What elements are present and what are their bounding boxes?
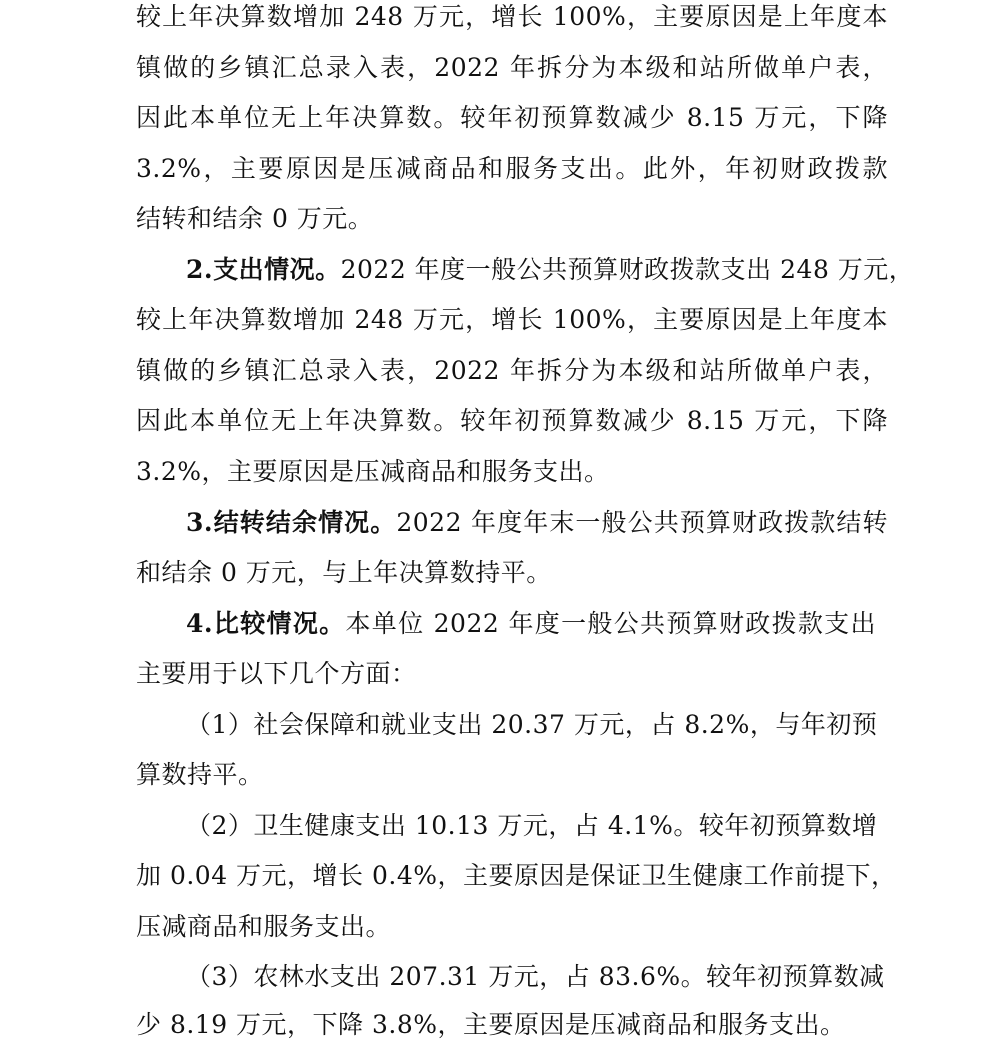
- list-item-line: （2）卫生健康支出 10.13 万元，占 4.1%。较年初预算数增: [186, 811, 878, 840]
- paragraph-line: 结转和结余 0 万元。: [136, 204, 374, 233]
- list-item-line: 算数持平。: [136, 760, 264, 789]
- paragraph-text: 2022 年度一般公共预算财政拨款支出 248 万元，: [340, 255, 915, 284]
- paragraph-line: 镇做的乡镇汇总录入表，2022 年拆分为本级和站所做单户表，: [136, 356, 888, 385]
- paragraph-line: 因此本单位无上年决算数。较年初预算数减少 8.15 万元，下降: [136, 103, 888, 132]
- section-first-line: [186, 253, 915, 287]
- paragraph-line: 较上年决算数增加 248 万元，增长 100%，主要原因是上年度本: [136, 305, 888, 334]
- section-heading-carryover: 3.结转结余情况。: [186, 508, 397, 537]
- list-item-line: 加 0.04 万元，增长 0.4%，主要原因是保证卫生健康工作前提下，: [136, 861, 897, 890]
- section-first-line: [186, 506, 888, 540]
- list-item-line: （3）农林水支出 207.31 万元，占 83.6%。较年初预算数减: [186, 962, 885, 991]
- paragraph-line: 3.2%，主要原因是压减商品和服务支出。: [136, 457, 610, 486]
- list-item-line: 少 8.19 万元，下降 3.8%，主要原因是压减商品和服务支出。: [136, 1010, 846, 1039]
- list-item-line: 压减商品和服务支出。: [136, 912, 392, 941]
- paragraph-text: 2022 年度年末一般公共预算财政拨款结转: [396, 508, 888, 537]
- paragraph-line: 较上年决算数增加 248 万元，增长 100%，主要原因是上年度本: [136, 2, 888, 31]
- paragraph-line: 镇做的乡镇汇总录入表，2022 年拆分为本级和站所做单户表，: [136, 53, 888, 82]
- section-heading-expenditure: 2.支出情况。: [186, 255, 341, 284]
- paragraph-line: 和结余 0 万元，与上年决算数持平。: [136, 558, 552, 587]
- paragraph-text: 本单位 2022 年度一般公共预算财政拨款支出: [345, 609, 876, 638]
- paragraph-line: 3.2%，主要原因是压减商品和服务支出。此外，年初财政拨款: [136, 154, 888, 183]
- section-first-line: [186, 607, 876, 641]
- list-item-line: （1）社会保障和就业支出 20.37 万元，占 8.2%，与年初预: [186, 710, 878, 739]
- paragraph-line: 主要用于以下几个方面：: [136, 659, 417, 688]
- section-heading-comparison: 4.比较情况。: [186, 609, 346, 638]
- paragraph-line: 因此本单位无上年决算数。较年初预算数减少 8.15 万元，下降: [136, 406, 888, 435]
